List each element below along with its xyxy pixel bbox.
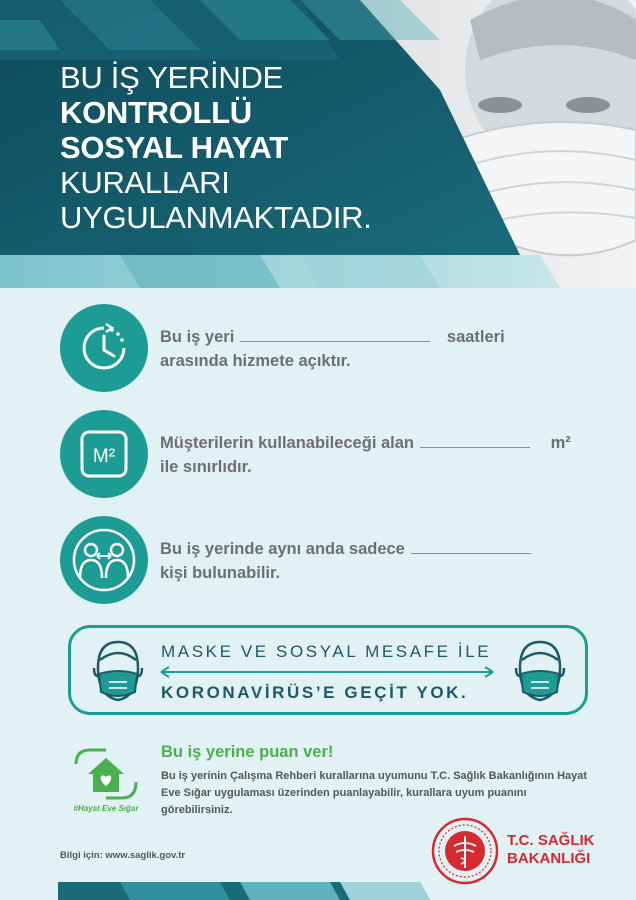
rule-2-line2: ile sınırlıdır. bbox=[160, 458, 252, 476]
banner-line-1: MASKE VE SOSYAL MESAFE İLE bbox=[161, 642, 492, 661]
title-line-1: BU İŞ YERİNDE bbox=[60, 60, 283, 95]
rule-2-text bbox=[160, 431, 571, 479]
puan-title: Bu iş yerine puan ver! bbox=[161, 743, 334, 761]
rule-2-line1-after: m² bbox=[550, 434, 571, 452]
rule-1-line1-before: Bu iş yeri bbox=[160, 328, 235, 346]
ministry-name bbox=[507, 832, 595, 868]
ministry-name-line-1: T.C. SAĞLIK bbox=[507, 832, 595, 849]
area-blank-line bbox=[420, 446, 530, 448]
title-line-5: UYGULANMAKTADIR. bbox=[60, 200, 372, 235]
page-title bbox=[60, 60, 372, 235]
social-distance-icon bbox=[60, 516, 148, 604]
rule-3-text bbox=[160, 537, 537, 585]
double-arrow-icon bbox=[157, 666, 497, 678]
ministry-seal-logo bbox=[430, 816, 500, 886]
info-website: Bilgi için: www.saglik.gov.tr bbox=[60, 850, 186, 861]
rule-1-line1-after: saatleri bbox=[446, 328, 505, 346]
hours-blank-line bbox=[240, 340, 430, 342]
mask-distance-banner bbox=[68, 625, 588, 715]
header-banner bbox=[0, 0, 636, 288]
rule-opening-hours bbox=[60, 304, 620, 394]
banner-line-2: KORONAVİRÜS’E GEÇİT YOK. bbox=[161, 683, 469, 702]
ministry-name-line-2: BAKANLIĞI bbox=[507, 850, 591, 867]
puan-description: Bu iş yerinin Çalışma Rehberi kurallarına uyumunu T.C. Sağlık Bakanlığının Hayat Eve Sığar uygulaması üzerinden puanlayabilir, kurallara uyum puanını görebilirsiniz. bbox=[161, 770, 588, 816]
square-meter-icon bbox=[60, 410, 148, 498]
masked-face-right-icon bbox=[511, 638, 569, 704]
masked-face-left-icon bbox=[89, 638, 147, 704]
rule-3-line2: kişi bulunabilir. bbox=[160, 564, 281, 582]
clock-icon bbox=[60, 304, 148, 392]
rule-1-line2: arasında hizmete açıktır. bbox=[160, 352, 351, 370]
title-line-3: SOSYAL HAYAT bbox=[60, 130, 288, 165]
footer-stripe bbox=[0, 882, 636, 900]
person-blank-line bbox=[411, 552, 531, 554]
svg-text:M²: M² bbox=[92, 446, 116, 467]
rule-person-limit bbox=[60, 516, 620, 606]
rule-area-limit bbox=[60, 410, 620, 500]
rule-2-line1-before: Müşterilerin kullanabileceği alan bbox=[160, 434, 415, 452]
title-line-2: KONTROLLÜ bbox=[60, 95, 252, 130]
rule-3-line1-before: Bu iş yerinde aynı anda sadece bbox=[160, 540, 405, 558]
title-line-4: KURALLARI bbox=[60, 165, 230, 200]
rule-1-text bbox=[160, 325, 505, 373]
hayat-eve-sigar-caption: #Hayat Eve Sığar bbox=[73, 804, 139, 813]
